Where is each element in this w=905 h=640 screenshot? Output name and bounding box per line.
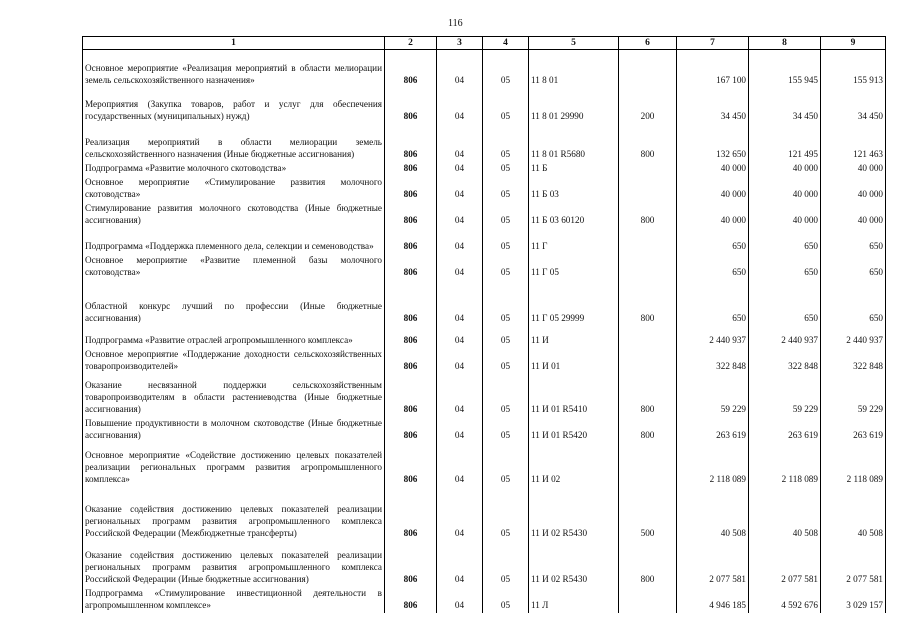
header-col-8: 8 [749, 37, 821, 50]
row-target-article: 11 Л [529, 587, 619, 613]
row-name: Оказание содействия достижению целевых показателей реализации региональных программ развития агропромышленного комплекса Российской Федерации (Иные бюджетные ассигнования) [83, 541, 385, 587]
row-grbs: 806 [385, 348, 437, 374]
table-row [83, 202, 886, 228]
row-grbs: 806 [385, 487, 437, 541]
row-grbs: 806 [385, 541, 437, 587]
row-amount-year1: 40 000 [677, 176, 749, 202]
row-subsection: 05 [483, 443, 529, 487]
row-section: 04 [437, 374, 483, 417]
row-subsection: 05 [483, 50, 529, 88]
row-amount-year1: 2 077 581 [677, 541, 749, 587]
row-amount-year2: 40 000 [749, 162, 821, 176]
row-amount-year1: 650 [677, 280, 749, 326]
row-section: 04 [437, 124, 483, 162]
row-expense-type [619, 587, 677, 613]
table-row [83, 417, 886, 443]
row-amount-year1: 167 100 [677, 50, 749, 88]
row-target-article: 11 Б [529, 162, 619, 176]
row-expense-type: 800 [619, 202, 677, 228]
header-col-7: 7 [677, 37, 749, 50]
row-grbs: 806 [385, 374, 437, 417]
row-section: 04 [437, 280, 483, 326]
table-row [83, 88, 886, 124]
header-col-5: 5 [529, 37, 619, 50]
row-amount-year3: 40 508 [821, 487, 886, 541]
row-expense-type: 800 [619, 124, 677, 162]
table-header-row [83, 37, 886, 50]
row-subsection: 05 [483, 541, 529, 587]
row-amount-year2: 40 000 [749, 176, 821, 202]
row-subsection: 05 [483, 280, 529, 326]
row-subsection: 05 [483, 417, 529, 443]
row-grbs: 806 [385, 88, 437, 124]
table-row [83, 162, 886, 176]
row-expense-type: 800 [619, 417, 677, 443]
table-row [83, 348, 886, 374]
row-subsection: 05 [483, 487, 529, 541]
table-row [83, 541, 886, 587]
row-grbs: 806 [385, 443, 437, 487]
row-amount-year2: 650 [749, 280, 821, 326]
row-amount-year1: 40 000 [677, 202, 749, 228]
row-target-article: 11 Г [529, 228, 619, 254]
row-expense-type: 200 [619, 88, 677, 124]
row-amount-year3: 650 [821, 228, 886, 254]
row-amount-year3: 650 [821, 280, 886, 326]
row-amount-year2: 650 [749, 254, 821, 280]
row-amount-year3: 263 619 [821, 417, 886, 443]
row-amount-year1: 650 [677, 228, 749, 254]
row-target-article: 11 8 01 R5680 [529, 124, 619, 162]
row-expense-type [619, 348, 677, 374]
row-grbs: 806 [385, 254, 437, 280]
page-number: 116 [448, 18, 463, 29]
header-col-4: 4 [483, 37, 529, 50]
row-amount-year2: 155 945 [749, 50, 821, 88]
row-target-article: 11 И [529, 326, 619, 348]
row-subsection: 05 [483, 176, 529, 202]
row-name: Оказание несвязанной поддержки сельскохозяйственным товаропроизводителям в области растениеводства (Иные бюджетные ассигнования) [83, 374, 385, 417]
row-expense-type [619, 326, 677, 348]
budget-table [82, 36, 886, 613]
row-grbs: 806 [385, 162, 437, 176]
row-target-article: 11 Г 05 29999 [529, 280, 619, 326]
row-name: Областной конкурс лучший по профессии (Иные бюджетные ассигнования) [83, 280, 385, 326]
row-name: Основное мероприятие «Реализация мероприятий в области мелиорации земель сельскохозяйственного назначения» [83, 50, 385, 88]
row-name: Оказание содействия достижению целевых показателей реализации региональных программ развития агропромышленного комплекса Российской Федерации (Межбюджетные трансферты) [83, 487, 385, 541]
row-name: Подпрограмма «Поддержка племенного дела, селекции и семеноводства» [83, 228, 385, 254]
row-target-article: 11 8 01 29990 [529, 88, 619, 124]
row-subsection: 05 [483, 88, 529, 124]
row-amount-year2: 121 495 [749, 124, 821, 162]
row-name: Стимулирование развития молочного скотоводства (Иные бюджетные ассигнования) [83, 202, 385, 228]
row-name: Повышение продуктивности в молочном скотоводстве (Иные бюджетные ассигнования) [83, 417, 385, 443]
table-row [83, 228, 886, 254]
table-row [83, 176, 886, 202]
row-target-article: 11 И 01 R5420 [529, 417, 619, 443]
row-name: Реализация мероприятий в области мелиорации земель сельскохозяйственного назначения (Иные бюджетные ассигнования) [83, 124, 385, 162]
table-row [83, 487, 886, 541]
row-amount-year2: 34 450 [749, 88, 821, 124]
row-name: Основное мероприятие «Развитие племенной базы молочного скотоводства» [83, 254, 385, 280]
row-name: Подпрограмма «Стимулирование инвестиционной деятельности в агропромышленном комплексе» [83, 587, 385, 613]
row-amount-year2: 263 619 [749, 417, 821, 443]
row-amount-year3: 121 463 [821, 124, 886, 162]
row-amount-year1: 263 619 [677, 417, 749, 443]
row-section: 04 [437, 176, 483, 202]
row-amount-year1: 4 946 185 [677, 587, 749, 613]
row-amount-year1: 2 118 089 [677, 443, 749, 487]
row-amount-year2: 59 229 [749, 374, 821, 417]
row-amount-year3: 2 440 937 [821, 326, 886, 348]
row-subsection: 05 [483, 587, 529, 613]
row-section: 04 [437, 417, 483, 443]
row-section: 04 [437, 254, 483, 280]
row-section: 04 [437, 443, 483, 487]
row-subsection: 05 [483, 202, 529, 228]
row-subsection: 05 [483, 348, 529, 374]
row-amount-year1: 59 229 [677, 374, 749, 417]
row-amount-year3: 155 913 [821, 50, 886, 88]
row-name: Основное мероприятие «Содействие достижению целевых показателей реализации региональных программ развития агропромышленного комплекса» [83, 443, 385, 487]
row-grbs: 806 [385, 417, 437, 443]
row-expense-type [619, 176, 677, 202]
row-amount-year3: 650 [821, 254, 886, 280]
row-name: Подпрограмма «Развитие молочного скотоводства» [83, 162, 385, 176]
row-section: 04 [437, 587, 483, 613]
row-name: Мероприятия (Закупка товаров, работ и услуг для обеспечения государственных (муниципальных) нужд) [83, 88, 385, 124]
row-expense-type [619, 254, 677, 280]
row-amount-year2: 322 848 [749, 348, 821, 374]
row-amount-year2: 40 000 [749, 202, 821, 228]
row-amount-year1: 2 440 937 [677, 326, 749, 348]
row-amount-year1: 40 000 [677, 162, 749, 176]
row-amount-year2: 650 [749, 228, 821, 254]
row-grbs: 806 [385, 50, 437, 88]
row-amount-year1: 322 848 [677, 348, 749, 374]
header-col-1: 1 [83, 37, 385, 50]
row-subsection: 05 [483, 326, 529, 348]
row-target-article: 11 И 01 [529, 348, 619, 374]
row-amount-year1: 40 508 [677, 487, 749, 541]
row-target-article: 11 Б 03 60120 [529, 202, 619, 228]
row-section: 04 [437, 228, 483, 254]
table-row [83, 254, 886, 280]
row-section: 04 [437, 348, 483, 374]
row-subsection: 05 [483, 162, 529, 176]
row-amount-year2: 4 592 676 [749, 587, 821, 613]
row-target-article: 11 И 01 R5410 [529, 374, 619, 417]
row-amount-year1: 132 650 [677, 124, 749, 162]
row-expense-type: 500 [619, 487, 677, 541]
row-section: 04 [437, 50, 483, 88]
row-expense-type [619, 443, 677, 487]
row-amount-year3: 40 000 [821, 162, 886, 176]
row-section: 04 [437, 202, 483, 228]
row-amount-year2: 2 440 937 [749, 326, 821, 348]
row-target-article: 11 И 02 R5430 [529, 487, 619, 541]
row-expense-type: 800 [619, 374, 677, 417]
table-row [83, 280, 886, 326]
row-target-article: 11 И 02 [529, 443, 619, 487]
header-col-3: 3 [437, 37, 483, 50]
table-row [83, 50, 886, 88]
row-section: 04 [437, 487, 483, 541]
row-amount-year1: 650 [677, 254, 749, 280]
row-expense-type [619, 162, 677, 176]
row-amount-year3: 59 229 [821, 374, 886, 417]
row-amount-year3: 34 450 [821, 88, 886, 124]
row-expense-type: 800 [619, 541, 677, 587]
row-target-article: 11 8 01 [529, 50, 619, 88]
row-amount-year3: 322 848 [821, 348, 886, 374]
row-subsection: 05 [483, 254, 529, 280]
table-row [83, 326, 886, 348]
row-grbs: 806 [385, 202, 437, 228]
table-row [83, 124, 886, 162]
table-row [83, 587, 886, 613]
row-grbs: 806 [385, 280, 437, 326]
row-section: 04 [437, 541, 483, 587]
row-target-article: 11 И 02 R5430 [529, 541, 619, 587]
row-subsection: 05 [483, 228, 529, 254]
row-amount-year1: 34 450 [677, 88, 749, 124]
row-subsection: 05 [483, 374, 529, 417]
row-subsection: 05 [483, 124, 529, 162]
row-amount-year3: 40 000 [821, 202, 886, 228]
row-section: 04 [437, 162, 483, 176]
row-grbs: 806 [385, 587, 437, 613]
row-section: 04 [437, 326, 483, 348]
row-expense-type [619, 228, 677, 254]
row-grbs: 806 [385, 124, 437, 162]
header-col-6: 6 [619, 37, 677, 50]
row-section: 04 [437, 88, 483, 124]
row-grbs: 806 [385, 326, 437, 348]
row-name: Основное мероприятие «Стимулирование развития молочного скотоводства» [83, 176, 385, 202]
header-col-2: 2 [385, 37, 437, 50]
row-expense-type [619, 50, 677, 88]
table-row [83, 443, 886, 487]
row-expense-type: 800 [619, 280, 677, 326]
row-grbs: 806 [385, 228, 437, 254]
row-name: Подпрограмма «Развитие отраслей агропромышленного комплекса» [83, 326, 385, 348]
row-grbs: 806 [385, 176, 437, 202]
row-name: Основное мероприятие «Поддержание доходности сельскохозяйственных товаропроизводителей» [83, 348, 385, 374]
row-amount-year2: 40 508 [749, 487, 821, 541]
table-row [83, 374, 886, 417]
row-amount-year2: 2 118 089 [749, 443, 821, 487]
row-amount-year3: 40 000 [821, 176, 886, 202]
row-amount-year3: 2 118 089 [821, 443, 886, 487]
row-target-article: 11 Б 03 [529, 176, 619, 202]
row-amount-year2: 2 077 581 [749, 541, 821, 587]
row-target-article: 11 Г 05 [529, 254, 619, 280]
header-col-9: 9 [821, 37, 886, 50]
row-amount-year3: 3 029 157 [821, 587, 886, 613]
row-amount-year3: 2 077 581 [821, 541, 886, 587]
